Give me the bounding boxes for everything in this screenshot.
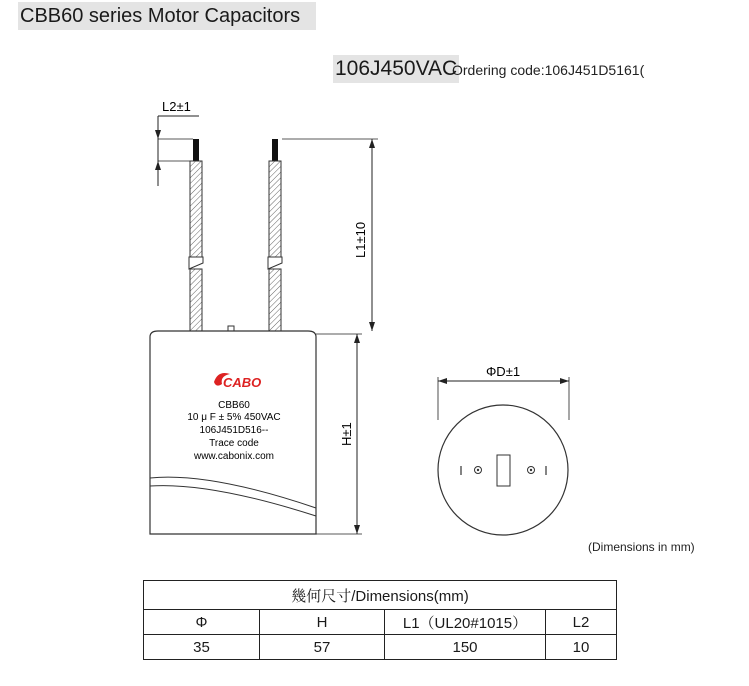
- header-lead-length: L1（UL20#1015）: [385, 610, 546, 635]
- lead-wire-right: [268, 139, 282, 331]
- page-title: CBB60 series Motor Capacitors: [18, 2, 316, 30]
- header-strip-length: L2: [546, 610, 617, 635]
- value-height: 57: [260, 635, 385, 660]
- body-series: CBB60: [218, 400, 250, 411]
- body-trace: Trace code: [209, 438, 259, 449]
- table-header-row: [144, 610, 617, 635]
- dimensions-note: (Dimensions in mm): [588, 540, 695, 554]
- capacitor-top-view: [438, 364, 569, 535]
- h-dimension: [316, 334, 362, 534]
- l1-label: L1±10: [353, 221, 368, 258]
- value-lead-length: 150: [385, 635, 546, 660]
- h-label: H±1: [339, 422, 354, 446]
- value-diameter: 35: [144, 635, 260, 660]
- brand-logo: CABO: [223, 375, 262, 390]
- dimensions-table: [143, 580, 617, 660]
- table-row: [144, 635, 617, 660]
- l2-label: L2±1: [162, 99, 191, 114]
- model-number: 106J450VAC: [333, 55, 459, 83]
- body-code: 106J451D516--: [199, 425, 269, 436]
- value-strip-length: 10: [546, 635, 617, 660]
- capacitor-body: [150, 326, 316, 534]
- l1-dimension: [282, 139, 378, 331]
- header-diameter: Φ: [144, 610, 260, 635]
- table-title: 幾何尺寸/Dimensions(mm): [144, 581, 617, 610]
- d-label: ΦD±1: [485, 364, 521, 379]
- body-rating: 10 μ F ± 5% 450VAC: [187, 412, 281, 423]
- table-title-row: [144, 581, 617, 610]
- lead-wire-left: [189, 139, 203, 331]
- body-website: www.cabonix.com: [193, 451, 275, 462]
- header-height: H: [260, 610, 385, 635]
- ordering-code: Ordering code:106J451D5161(: [452, 62, 645, 78]
